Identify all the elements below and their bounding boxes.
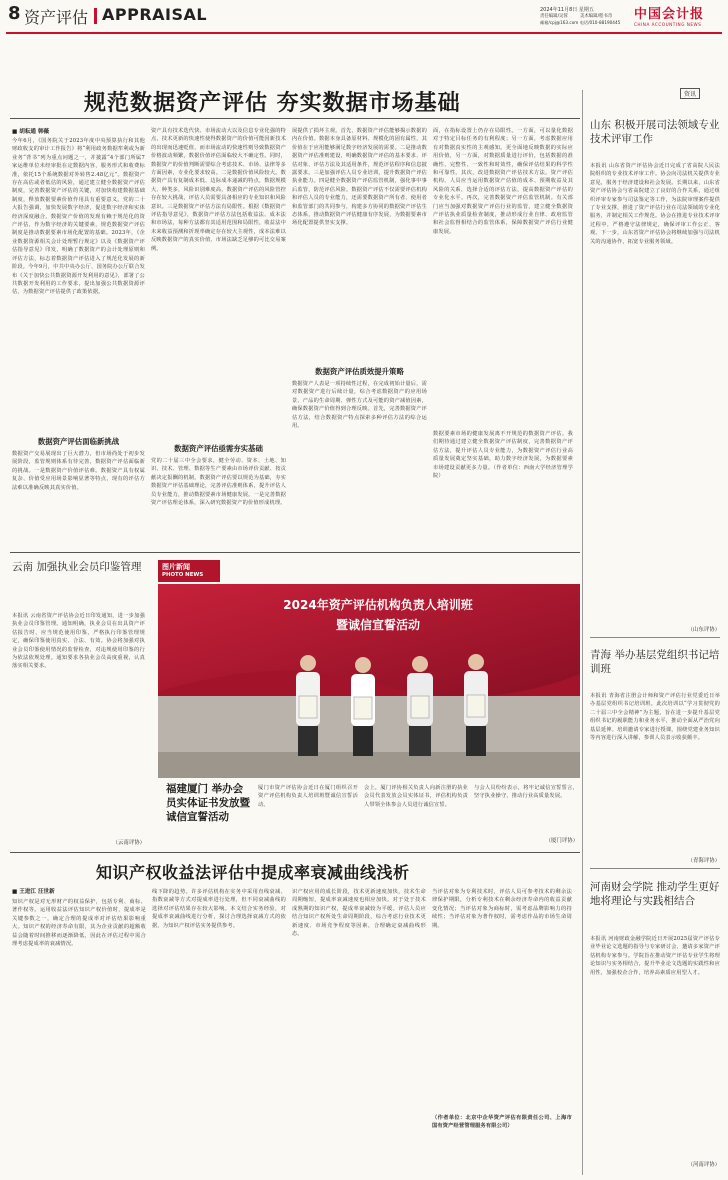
lead-subhead-3: 数据资产评估质效提升策略 — [315, 367, 404, 376]
bottom-col3-text: 识产权应用的成长阶段，技术更新速度加快，技术生命周期缩短，提成率衰减速度也相应加快。对于处于技术成熟期的知识产权，提成率衰减较为平缓。评估人员应结合知识产权所处生命周期阶段，综合考虑行业技术更新速度、市场竞争程度等因素，合理确定衰减曲线形态。 — [292, 889, 426, 938]
yunnan-title: 云南 加强执业会员印鉴管理 — [12, 561, 142, 573]
photo-news-label — [158, 560, 220, 582]
masthead-editor: 责任编辑/吴蓉 — [540, 14, 568, 19]
sidebar-rule-2 — [590, 868, 720, 869]
yunnan-body: 本报讯 云南省资产评估协会近日印发通知，进一步加强执业会员印鉴管理。通知明确，执业会员在出具资产评估报告时，应当规范使用印鉴，严格执行印鉴管理规定，确保印鉴使用真实、合法、有效。协会将加强对执业会员印鉴使用情况的监督检查，对违规使用印鉴的行为依法依规处理。通知要求各执业会员高度重视，认真落实相关要求。 — [12, 613, 145, 670]
lead-col2-text: 资产具有技术迭代快、市场流动大以及信息专业化强的特点，技术更新的快速性使得数据资产的价值可能因新技术的出现而迅速贬值，而市场流动的快速性则导致数据资产价格波动频繁，数据价值评估面临较大不确定性。同时，数据资产的价值判断需要综合考虑技术、市场、法律等多方面因素，专业化要求较高。二是数据价值风险较大。数据资产具有复制成本低、边际成本递减的特点，数据规模大、种类多，风险识别难度高，数据资产评估的风险管控存在较大挑战，评估人员需要具备相应的专业知识和风险意识。三是数据资产评估方法有局限性。根据《数据资产评估指导意见》，数据资产评估方法包括收益法、成本法和市场法，每种方法都有其适用范围和局限性，收益法中未来收益预测和折现率确定存在较大主观性，成本法难以反映数据资产的真实价值，市场法缺乏足够的可比交易案例。 — [151, 128, 286, 252]
photo-news-label-cn: 图片新闻 — [162, 563, 190, 571]
news-photo — [158, 584, 580, 778]
certificate-3 — [411, 696, 429, 718]
lead-col4b-text: 数据要素市场的健康发展离不开规范的数据资产评估。我们期待通过建立健全数据资产评估制度，完善数据资产评估方法，提升评估人员专业能力，为数据资产评估行业高质量发展奠定坚实基础，助力数字经济发展，为数据要素市场建设贡献更多力量。（作者单位：西南大学经济管理学院） — [433, 431, 573, 480]
certificate-2 — [354, 697, 372, 719]
lead-col1b-text: 数据资产交易展现出了巨大潜力，但市场尚处于初步发展阶段，监管规则体系有待完善，数据资产评估面临新的挑战。一是数据资产价值评估难。数据资产具有权属复杂、价值受应用场景影响显著等特点，现有的评估方法难以准确反映其真实价值。 — [12, 451, 145, 491]
lead-col3-text: 展提供了损坏主观。首先，数据资产评估能够揭示数据的内在价值。数据本身具备原材料、规模化的固有属性，其价值在于应用能够满足数字经济发展的需要。二是推动数据资产评估准则建设，明确数据资产评估的基本要求、评估对象、评估方法及其适用条件，规范评估程序和信息披露要求。三是加强评估人员专业培训，提升数据资产评估执业能力。四是健全数据资产评估监管机制，强化事中事后监管，防范评估风险。数据资产评估不仅需要评估机构和评估人员的专业能力，还需要数据资产所有者、使用者和监管部门的共同参与，构建多方协同的数据资产评估生态体系，推动数据资产评估健康有序发展，为数据要素市场化配置提供坚实支撑。 — [292, 128, 427, 227]
masthead-contact: 邮箱/cpj@163.com 电话/010-88190445 — [540, 20, 621, 25]
masthead-design: 美术编辑/程书奇 — [580, 14, 613, 19]
sidebar-item1-title: 山东 积极开展司法领域专业技术评审工作 — [590, 119, 720, 145]
photo-caption-left: 厦门市资产评估协会近日在厦门组织召开资产评估机构负责人培训班暨诚信宣誓活动。 — [258, 785, 358, 808]
photo-banner-line2: 暨诚信宣誓活动 — [335, 618, 420, 632]
section-title-cn: 资产评估 — [24, 8, 89, 27]
sidebar-rule-1 — [590, 637, 720, 638]
photo-caption-title: 福建厦门 举办会员实体证书发放暨诚信宣誓活动 — [166, 783, 250, 823]
section-title-en: APPRAISAL — [102, 5, 208, 24]
photo-news-label-en: PHOTO NEWS — [162, 572, 204, 578]
sidebar-vertical-rule — [582, 90, 583, 1175]
lead-col1-text: 今年6月，《国务院关于2023年度中央预算执行和其他财政收支的审计工作报告》将“利用政务数据牟利或为新业务“背书”列为重点问题之一，并披露“4个部门所属7家运维单位未经审批在定数据内容，服务形式和收费标准，依托15个系统数据对外转售2.48亿元”。数据资产存在高估或者低估的风险，通过建立健全数据资产评估制度，完善数据资产评估的关键，对加快构建数据基础制度，释放数据要素价值作用具有重要意义。党的二十大报告强调，加快发展数字经济，促进数字经济和实体经济深度融合。数据资产价值的发现有赖于规范化的资产评估，作为数字经济的关键要素，规范数据资产评估制度是推动数据要素市场化配置的基础。2023年，《企业数据资源相关会计处理暂行规定》以及《数据资产评估指导意见》印发，明确了数据资产的会计处理原则和评估方法，标志着数据资产评估进入了规范化发展的新阶段。今年9月，中共中央办公厅、国务院办公厅联合发布《关于加快公共数据资源开发利用的意见》，部署了公共数据开发利用的工作要求，提出加强公共数据资源评估，为数据资产评估提供了政策依据。 — [12, 138, 145, 296]
brand-name-en: CHINA ACCOUNTING NEWS — [634, 22, 702, 27]
sidebar-item3-title: 河南财会学院 推动学生更好地将理论与实践相结合 — [590, 881, 720, 907]
sidebar-item2-body: 本报讯 青海省注册会计师和资产评估行业党委近日举办基层党组织书记培训班。此次培训以“学习贯彻党的二十届三中全会精神”为主题，旨在进一步提升基层党组织书记的履职能力和业务水平，推动全面从严治党向基层延伸。培训邀请专家进行授课，围绕党建业务知识等内容进行深入讲解，参训人员表示收获颇丰。 — [590, 693, 720, 742]
lead-col4-text: 面，在指标设置上仍存在局限性。一方面，可以量化数据对于特定目标任务的有利程度；另一方面，考虑数据应用有对数据真实性的主观感知。更全面地反映数据的实际应用价值，另一方面，对数据质量进行评价，包括数据的准确性、完整性、一致性和时效性，确保评估结果的科学性和可靠性。其次，改进数据资产评估技术方法。资产评估机构、人员应当运用数据资产估值的成本、预期收益及其风险的关系，选择合适的评估方法，提高数据资产评估的专业化水平。再次，完善数据资产评估监管机制。有关部门应当加强对数据资产评估行业的监管，建立健全数据资产评估执业质量检查制度，推动形成行业自律、政府监管和社会监督相结合的监管体系，保障数据资产评估行业健康发展。 — [433, 128, 573, 235]
brand-name-cn: 中国会计报 — [634, 7, 705, 22]
photo-caption-right: 与会人员纷纷表示，将牢记诚信宣誓誓言，坚守执业操守，推动行业高质量发展。 — [474, 785, 578, 800]
lead-col3b-text: 数据资产人表是一项持续性过程，在完成初始计量后，需对数据资产进行后续计量，综合考虑数据资产的应用场景、产品的生命周期、弹性方式及可能的资产减值因素，确保数据资产价值得到合理反映。首先，完善数据资产评估方法，结合数据资产特点探索多种评估方法的综合运用。 — [292, 381, 427, 430]
sidebar-item1-agency: （山东评协） — [687, 627, 720, 633]
yunnan-agency: （云南评协） — [112, 840, 145, 846]
sidebar-item1-body: 本报讯 山东省资产评估协会近日完成了省高院人民法院组织的专业技术评审工作。协会向司法机关提供专业意见，服务于经济建设和社会发展。长期以来，山东省资产评估协会与省高院建立了良好的合作关系，通过组织评审专家参与司法鉴定等工作，为法院审理案件提供了专业支撑，推进了资产评估行业在司法领域的专业化服务，并制定相关工作规范。协会在推进专业技术评审过程中，严格遵守法律规定，确保评审工作公正、客观。下一步，山东省资产评估协会将继续加强与司法机关的沟通协作，拓宽专业服务领域。 — [590, 163, 720, 245]
sidebar-item2-agency: （青海评协） — [687, 858, 720, 864]
photo-caption-agency: （厦门评协） — [545, 838, 578, 844]
bottom-article-rule — [10, 852, 580, 853]
photo-caption-mid: 会上，厦门评协相关负责人向新注册的执业会员代表发放会员实体证书，评估机构负责人带领全体参会人员进行诚信宣誓。 — [364, 785, 468, 808]
lead-subhead-2: 数据资产评估亟需夯实基础 — [174, 444, 263, 453]
masthead-date: 2024年11月8日 星期五 — [540, 7, 594, 13]
lead-headline: 规范数据资产评估 夯实数据市场基础 — [84, 90, 461, 116]
certificate-1 — [299, 696, 317, 718]
photo-banner-line1: 2024年资产评估机构负责人培训班 — [283, 598, 473, 612]
lead-byline: ■ 胡耘通 韩薇 — [12, 129, 50, 135]
bottom-col2-text: 线下降的趋势。许多评估机构在实务中采用直线衰减、指数衰减等方式对提成率进行处理，但不同衰减曲线的选择对评估结果存在较大影响。本文结合实务经验，对提成率衰减曲线进行分析，探讨合理选择衰减方式的依据，为知识产权评估实务提供参考。 — [152, 889, 286, 929]
news-photo-scene — [158, 584, 580, 778]
bottom-col1-text: 知识产权是对无形财产的权益保护，包括专利、商标、著作权等。运用收益法评估知识产权价值时，提成率是关键参数之一，确定合理的提成率对评估结果影响重大。知识产权的经济寿命有限，其为企业贡献的超额收益会随着时间推移而逐渐降低，因此在评估过程中需合理考虑提成率的衰减情况。 — [12, 899, 146, 948]
sidebar-item2-title: 青海 举办基层党组织书记培训班 — [590, 649, 720, 675]
lead-col2b-text: 党的二十届三中全会要求，健全劳动、资本、土地、知识、技术、管理、数据等生产要素由市场评价贡献、按贡献决定报酬的机制。数据资产评估要以规范为基础，夯实数据资产评估基础理论，完善评估准则体系，提升评估人员专业能力，推动数据要素市场健康发展。一是完善数据资产评估理论体系，深入研究数据资产的价值形成机理。 — [151, 458, 286, 507]
middle-band-rule — [10, 552, 580, 553]
bottom-col4b-text: （作者单位：北京中企华资产评估有限责任公司、上海市国有资产经营管理服务有限公司） — [432, 1115, 572, 1130]
bottom-headline: 知识产权收益法评估中提成率衰减曲线浅析 — [96, 863, 410, 882]
masthead-rule — [6, 32, 722, 34]
bottom-col4-text: 当评估对象为专利技术时，评估人员可参考技术的剩余法律保护期限，分析专利技术在剩余经济寿命内的收益贡献变化情况；当评估对象为商标时，需考虑品牌影响力的持续性；当评估对象为著作权时，需考虑作品的市场生命周期。 — [432, 889, 572, 929]
section-divider — [94, 8, 97, 24]
certificate-4 — [467, 695, 485, 717]
lead-subhead-1: 数据资产评估面临新挑战 — [37, 437, 120, 446]
page-number: 8 — [8, 3, 21, 24]
sidebar-label: 资讯 — [680, 88, 700, 99]
brand-logo — [634, 3, 724, 27]
sidebar-item3-body: 本报讯 河南财政金融学院近日开展2025届资产评估专业毕业论文选题的指导与专家研讨会，邀请多家资产评估机构专家参与。学院旨在推动资产评估专业学生将理论知识与实务相结合，提升毕业论文选题的实践性和应用性，加强校企合作，培养高素质应用型人才。 — [590, 936, 720, 976]
lead-headline-rule — [10, 118, 580, 119]
sidebar-item3-agency: （河南评协） — [687, 1162, 720, 1168]
bottom-byline: ■ 王进江 汪世新 — [12, 889, 55, 895]
